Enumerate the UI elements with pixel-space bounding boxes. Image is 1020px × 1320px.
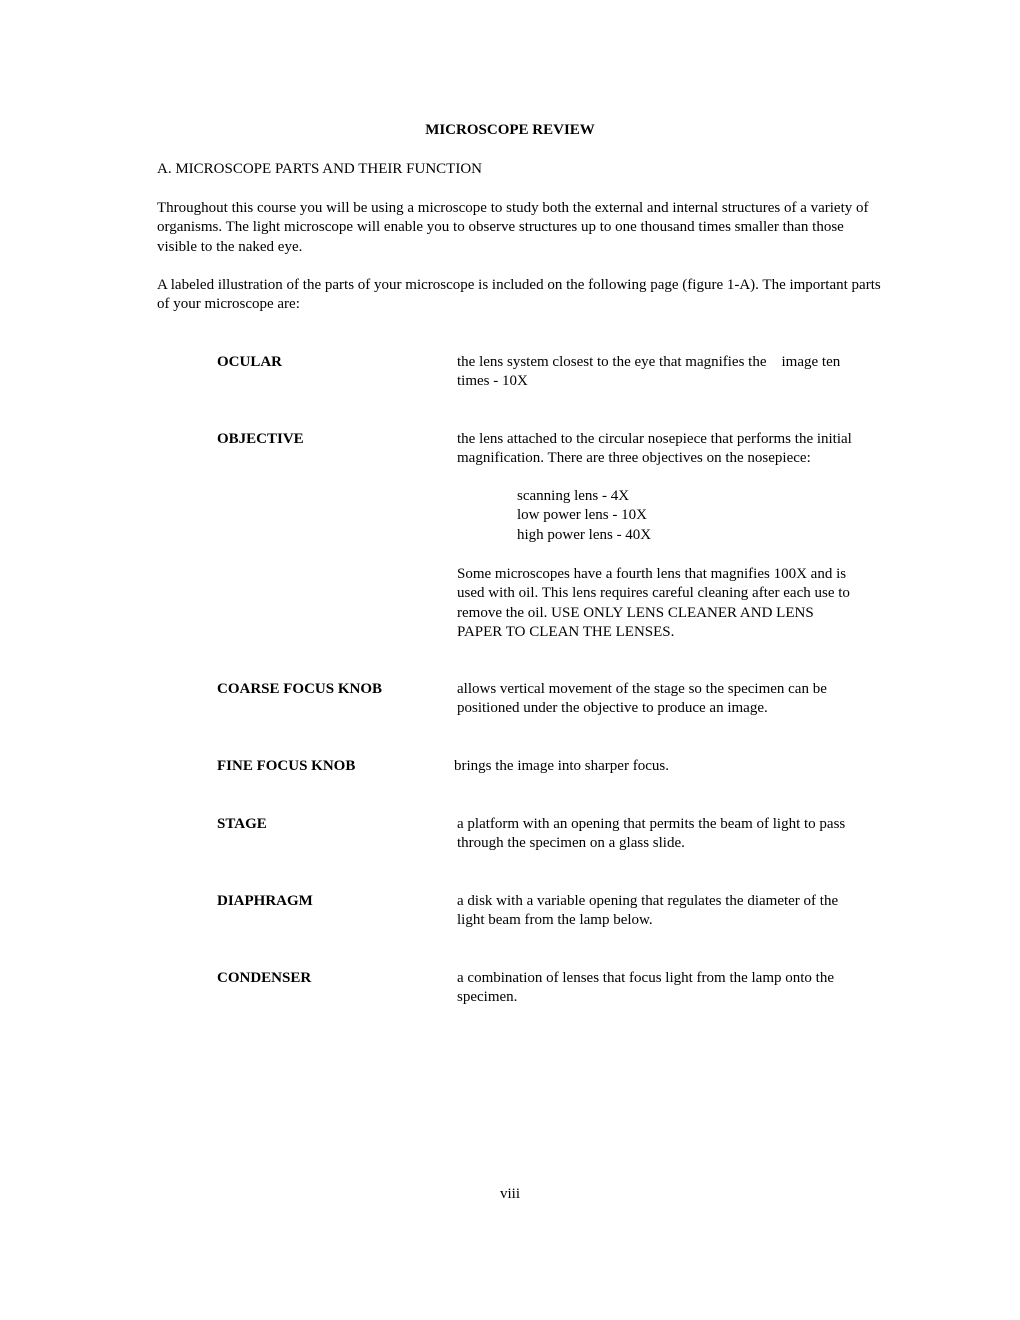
definition-ocular: [457, 353, 905, 392]
section-heading: A. MICROSCOPE PARTS AND THEIR FUNCTION: [157, 161, 482, 177]
objective-oil-note: [457, 565, 905, 642]
definition-line: PAPER TO CLEAN THE LENSES.: [457, 623, 675, 640]
definition-line: the lens system closest to the eye that magnifies the image ten: [457, 354, 841, 370]
definition-line: times - 10X: [457, 373, 528, 390]
definition-line: remove the oil. USE ONLY LENS CLEANER AND LENS: [457, 604, 814, 621]
intro-paragraph-1: Throughout this course you will be using a microscope to study both the external and internal structures of a variety of organisms. The light microscope will enable you to observe structures up to one thousand times smaller than those visible to the naked eye.: [157, 200, 869, 255]
term-condenser: CONDENSER: [217, 970, 312, 986]
term-diaphragm: DIAPHRAGM: [217, 893, 313, 909]
definition-fine-focus-knob: [454, 757, 902, 776]
definition-line: a disk with a variable opening that regulates the diameter of the: [457, 893, 839, 909]
definition-line: used with oil. This lens requires careful cleaning after each use to: [457, 585, 850, 602]
definition-line: allows vertical movement of the stage so the specimen can be: [457, 681, 827, 697]
definition-diaphragm: [457, 892, 905, 931]
term-fine-focus-knob: FINE FOCUS KNOB: [217, 758, 356, 774]
definition-line: through the specimen on a glass slide.: [457, 835, 685, 852]
definition-line: a platform with an opening that permits the beam of light to pass: [457, 816, 846, 832]
list-item: low power lens - 10X: [517, 507, 647, 524]
definition-objective: [457, 430, 905, 469]
definition-line: magnification. There are three objectives on the nosepiece:: [457, 450, 811, 467]
definition-stage: [457, 815, 905, 854]
definition-line: light beam from the lamp below.: [457, 912, 653, 929]
page-title: MICROSCOPE REVIEW: [425, 122, 595, 138]
definition-line: specimen.: [457, 989, 518, 1006]
definition-line: a combination of lenses that focus light from the lamp onto the: [457, 970, 834, 986]
page-number: viii: [499, 1186, 520, 1202]
list-item: high power lens - 40X: [517, 526, 652, 543]
definition-coarse-focus-knob: [457, 680, 905, 719]
term-ocular: OCULAR: [217, 354, 283, 370]
term-stage: STAGE: [217, 816, 267, 832]
objective-lens-list: [517, 487, 651, 545]
definition-line: positioned under the objective to produce an image.: [457, 700, 768, 717]
definition-line: brings the image into sharper focus.: [454, 758, 669, 774]
list-item: scanning lens - 4X: [517, 488, 630, 504]
term-objective: OBJECTIVE: [217, 431, 304, 447]
definition-condenser: [457, 969, 905, 1008]
definition-line: the lens attached to the circular nosepiece that performs the initial: [457, 431, 852, 447]
definition-line: Some microscopes have a fourth lens that magnifies 100X and is: [457, 566, 847, 582]
intro-paragraph-2: A labeled illustration of the parts of your microscope is included on the following page (figure 1-A). The important parts of your microscope are:: [157, 277, 881, 313]
term-coarse-focus-knob: COARSE FOCUS KNOB: [217, 681, 383, 697]
